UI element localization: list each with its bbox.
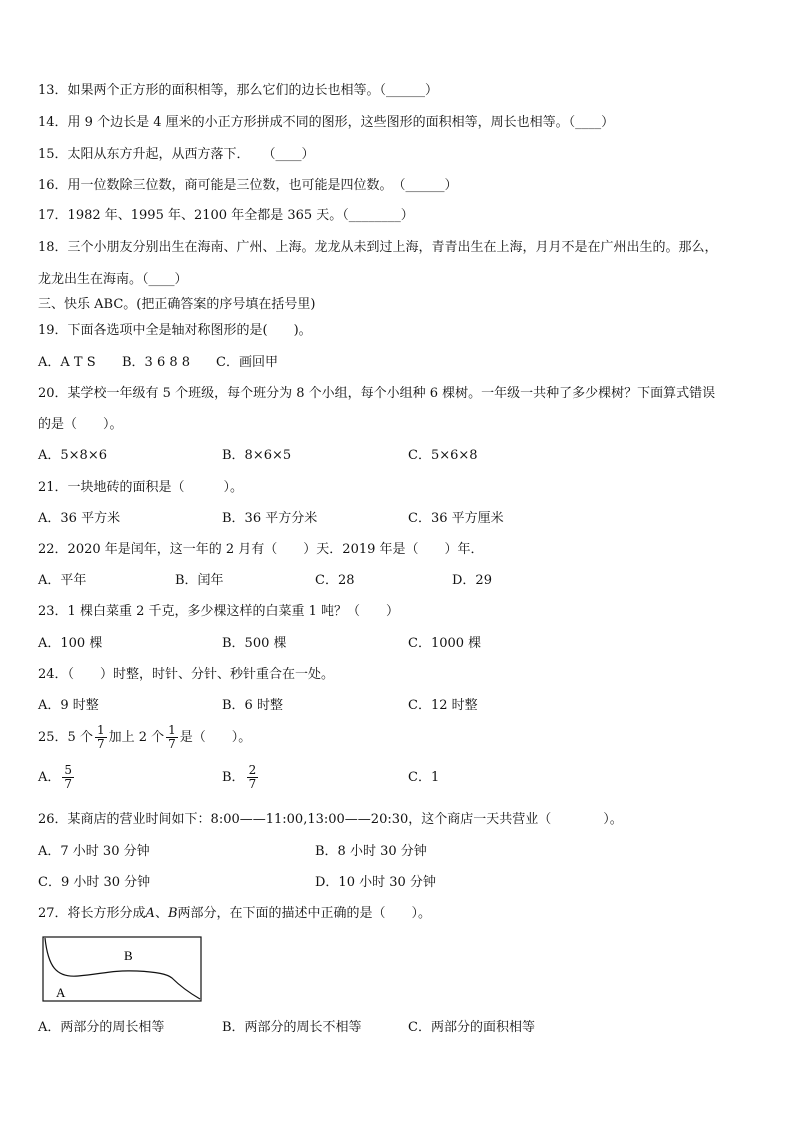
- option-a: [38, 764, 76, 792]
- q25-prefix: 25．5 个: [38, 730, 93, 745]
- question-22: 22．2020 年是闰年，这一年的 2 月有（ ）天．2019 年是（ ）年．: [38, 542, 484, 557]
- fraction-numerator: 5: [64, 763, 73, 777]
- option-c: C．9 小时 30 分钟: [38, 875, 151, 890]
- fraction-denominator: 7: [96, 737, 105, 751]
- q27-prefix: 27．将长方形分成: [38, 906, 146, 921]
- option-c: C．5×6×8: [408, 448, 478, 463]
- question-13: 13．如果两个正方形的面积相等，那么它们的边长也相等。（______）: [38, 83, 439, 98]
- q27-suffix: 两部分，在下面的描述中正确的是（ ）。: [177, 906, 432, 921]
- option-a: A．5×8×6: [38, 448, 107, 463]
- option-a: A．9 时整: [38, 698, 99, 713]
- option-a: A．100 棵: [38, 636, 103, 651]
- option-b: B．500 棵: [222, 636, 287, 651]
- option-c: C．1: [408, 770, 440, 785]
- question-25: [38, 724, 251, 752]
- fraction-numerator: 1: [168, 723, 176, 737]
- question-27: [38, 906, 431, 922]
- rectangle-outline: [43, 937, 201, 1001]
- section-heading: 三、快乐 ABC。(把正确答案的序号填在括号里): [38, 297, 316, 312]
- option-b: B．36 平方分米: [222, 511, 318, 526]
- q25-middle: 加上 2 个: [108, 730, 165, 745]
- option-b: B．两部分的周长不相等: [222, 1020, 362, 1035]
- option-c: C．两部分的面积相等: [408, 1020, 535, 1035]
- question-17: 17．1982 年、1995 年、2100 年全都是 365 天。（________）: [38, 208, 414, 223]
- question-19: 19．下面各选项中全是轴对称图形的是( )。: [38, 323, 312, 338]
- region-label-b: B: [124, 948, 133, 963]
- question-15: 15．太阳从东方升起，从西方落下． （____）: [38, 147, 315, 162]
- option-b: B．3 6 8 8: [122, 355, 191, 370]
- question-18-line1: 18．三个小朋友分别出生在海南、广州、上海。龙龙从未到过上海，青青出生在上海，月月不是在广州出生的。那么，: [38, 240, 718, 255]
- option-a: A．平年: [38, 573, 87, 588]
- option-c: C．1000 棵: [408, 636, 482, 651]
- fraction-five-sevenths: [62, 764, 74, 791]
- fraction-denominator: 7: [248, 777, 257, 791]
- fraction-numerator: 2: [248, 763, 257, 777]
- option-d: D．29: [452, 573, 492, 588]
- option-a: A．A T S: [38, 355, 96, 370]
- fraction-one-seventh: [166, 724, 178, 751]
- option-c: C．12 时整: [408, 698, 478, 713]
- fraction-one-seventh: [95, 724, 107, 751]
- question-23: 23．1 棵白菜重 2 千克，多少棵这样的白菜重 1 吨？（ ）: [38, 604, 400, 619]
- option-c: C．36 平方厘米: [408, 511, 504, 526]
- fraction-denominator: 7: [64, 777, 73, 791]
- rectangle-split-figure: [42, 936, 204, 1004]
- question-26: 26．某商店的营业时间如下：8:00——11:00,13:00——20:30，这个商店一天共营业（ ）。: [38, 812, 623, 827]
- q27-part-b: B: [167, 906, 178, 921]
- question-16: 16．用一位数除三位数，商可能是三位数，也可能是四位数。 （______）: [38, 178, 458, 193]
- fraction-denominator: 7: [168, 737, 176, 751]
- option-b: B．8 小时 30 分钟: [315, 844, 427, 859]
- question-14: 14．用 9 个边长是 4 厘米的小正方形拼成不同的图形，这些图形的面积相等，周长也相等。（____）: [38, 115, 615, 130]
- question-20-line1: 20．某学校一年级有 5 个班级，每个班分为 8 个小组，每个小组种 6 棵树。一年级一共种了多少棵树？下面算式错误: [38, 386, 716, 401]
- question-24: 24．（ ）时整，时针、分针、秒针重合在一处。: [38, 667, 335, 682]
- option-c: C．28: [315, 573, 355, 588]
- option-a: A．7 小时 30 分钟: [38, 844, 150, 859]
- question-21: 21．一块地砖的面积是（ ）。: [38, 480, 244, 495]
- question-18-line2: 龙龙出生在海南。（____）: [38, 272, 188, 287]
- option-a: A．36 平方米: [38, 511, 121, 526]
- fraction-numerator: 1: [96, 723, 105, 737]
- option-b: B．6 时整: [222, 698, 283, 713]
- q27-part-a: A: [145, 906, 155, 921]
- option-c: C．画回甲: [216, 355, 278, 370]
- option-a: A．两部分的周长相等: [38, 1020, 165, 1035]
- region-label-a: A: [56, 985, 66, 1000]
- option-a-label: A．: [38, 770, 61, 785]
- q25-suffix: 是（ ）。: [179, 730, 252, 745]
- dividing-curve: [45, 938, 200, 999]
- option-b-label: B．: [222, 770, 245, 785]
- question-20-line2: 的是（ ）。: [38, 417, 123, 432]
- option-b: B．8×6×5: [222, 448, 292, 463]
- option-b: B．闰年: [175, 573, 224, 588]
- q27-separator: 、: [154, 906, 168, 921]
- option-d: D．10 小时 30 分钟: [315, 875, 436, 890]
- option-b: [222, 764, 260, 792]
- fraction-two-sevenths: [247, 764, 259, 791]
